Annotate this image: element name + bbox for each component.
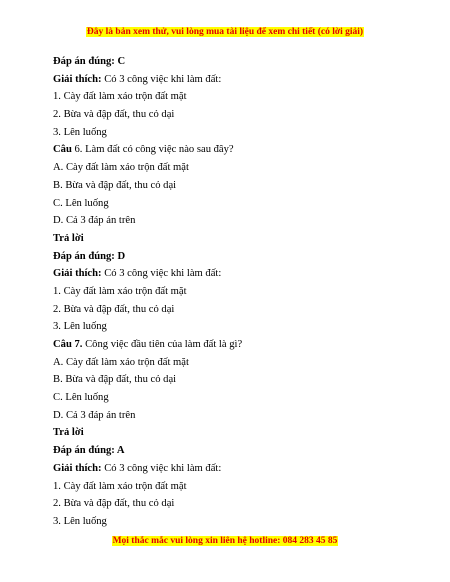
q6-explanation-text: Có 3 công việc khi làm đất: bbox=[101, 268, 222, 280]
q6-question bbox=[53, 141, 423, 159]
q7-step-2: 2. Bừa và đập đất, thu cỏ dại bbox=[53, 498, 175, 510]
q6-step-1: 1. Cày đất làm xáo trộn đất mặt bbox=[53, 285, 187, 297]
q7-label: Câu 7. bbox=[53, 339, 83, 350]
q6-step-3: 3. Lên luống bbox=[53, 321, 107, 333]
q6-explanation-label: Giải thích: bbox=[53, 268, 102, 280]
q6-label: Câu bbox=[53, 144, 72, 156]
q6-step-2: 2. Bừa và đập đất, thu cỏ dại bbox=[53, 303, 175, 315]
q7-option-b: B. Bừa và đập đất, thu cỏ dại bbox=[53, 374, 177, 386]
q7-explanation-text: Có 3 công việc khi làm đất: bbox=[101, 462, 222, 474]
hotline-banner bbox=[0, 535, 450, 547]
q7-answer: Đáp án đúng: A bbox=[53, 445, 125, 457]
preview-banner-text: Đây là bản xem thử, vui lòng mua tài liệu để xem chi tiết (có lời giải) bbox=[86, 27, 364, 37]
q5-answer: Đáp án đúng: C bbox=[53, 56, 126, 67]
q7-explanation-label: Giải thích: bbox=[53, 462, 102, 474]
q5-step-3: 3. Lên luống bbox=[53, 126, 107, 138]
q5-explanation bbox=[53, 71, 423, 89]
q5-step-1: 1. Cày đất làm xáo trộn đất mặt bbox=[53, 91, 187, 103]
q6-explanation bbox=[53, 265, 423, 283]
q6-text: Làm đất có công việc nào sau đây? bbox=[82, 144, 234, 156]
q6-option-d: D. Cả 3 đáp án trên bbox=[53, 215, 136, 227]
q7-option-a: A. Cày đất làm xáo trộn đất mặt bbox=[53, 356, 189, 368]
preview-banner bbox=[0, 26, 450, 38]
q7-step-1: 1. Cày đất làm xáo trộn đất mặt bbox=[53, 480, 187, 492]
q7-reply-label: Trả lời bbox=[53, 427, 84, 439]
q6-option-a: A. Cày đất làm xáo trộn đất mặt bbox=[53, 162, 189, 174]
q5-step-2: 2. Bừa và đập đất, thu cỏ dại bbox=[53, 109, 175, 121]
q7-option-d: D. Cả 3 đáp án trên bbox=[53, 409, 136, 421]
hotline-banner-text: Mọi thắc mắc vui lòng xin liên hệ hotline: 084 283 45 85 bbox=[112, 536, 338, 546]
q6-answer: Đáp án đúng: D bbox=[53, 250, 126, 262]
q7-explanation bbox=[53, 460, 423, 478]
q5-explanation-label: Giải thích: bbox=[53, 73, 102, 85]
q7-option-c: C. Lên luống bbox=[53, 392, 109, 404]
q6-option-c: C. Lên luống bbox=[53, 197, 109, 209]
q6-reply-label: Trả lời bbox=[53, 232, 84, 244]
document-body bbox=[53, 53, 423, 531]
q6-number: 6. bbox=[71, 144, 83, 156]
q5-explanation-text: Có 3 công việc khi làm đất: bbox=[101, 73, 222, 85]
q7-text: Công việc đầu tiên của làm đất là gì? bbox=[82, 339, 243, 350]
q7-step-3: 3. Lên luống bbox=[53, 515, 107, 527]
q7-question bbox=[53, 336, 423, 354]
q6-option-b: B. Bừa và đập đất, thu cỏ dại bbox=[53, 179, 177, 191]
